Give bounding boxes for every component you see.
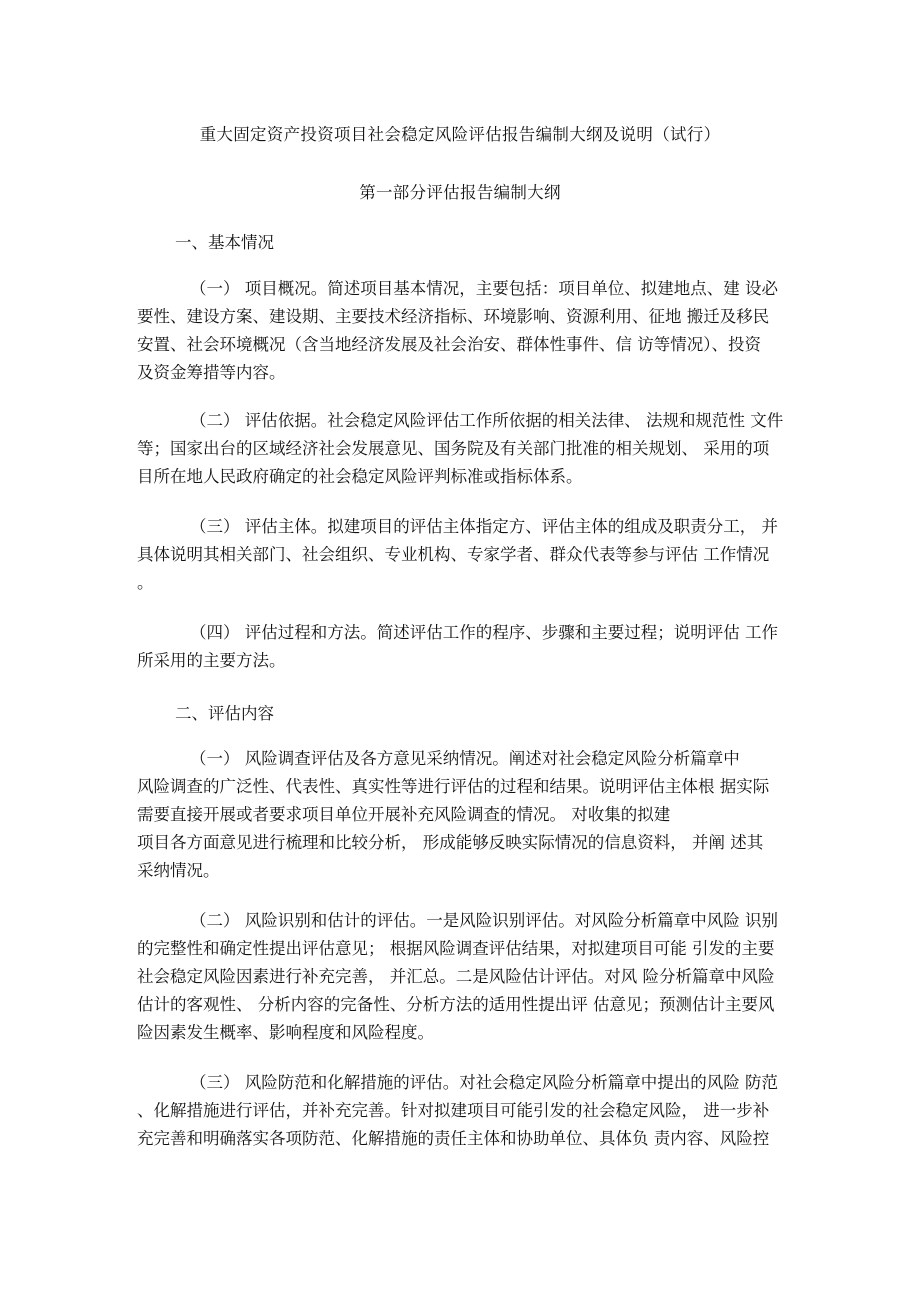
paragraph-line: 、化解措施进行评估，并补充完善。针对拟建项目可能引发的社会稳定风险， 进一步补 bbox=[137, 1101, 770, 1120]
paragraph-line: 具体说明其相关部门、社会组织、专业机构、专家学者、群众代表等参与评估 工作情况 bbox=[137, 545, 770, 564]
paragraph-line: 目所在地人民政府确定的社会稳定风险评判标准或指标体系。 bbox=[137, 467, 583, 486]
paragraph-line: （一） 项目概况。简述项目基本情况，主要包括：项目单位、拟建地点、建 设必 bbox=[190, 279, 778, 298]
paragraph-line: （一） 风险调查评估及各方意见采纳情况。阐述对社会稳定风险分析篇章中 bbox=[190, 749, 740, 768]
document-title: 重大固定资产投资项目社会稳定风险评估报告编制大纲及说明（试行） bbox=[199, 125, 721, 144]
section-heading-basic-info: 一、基本情况 bbox=[175, 233, 274, 252]
paragraph-line: 安置、社会环境概况（含当地经济发展及社会治安、群体性事件、信 访等情况）、投资 bbox=[137, 335, 761, 354]
paragraph-line: 社会稳定风险因素进行补充完善， 并汇总。二是风险估计评估。对风 险分析篇章中风险 bbox=[137, 967, 775, 986]
paragraph-line: （二） 评估依据。社会稳定风险评估工作所依据的相关法律、 法规和规范性 文件 bbox=[190, 411, 784, 430]
paragraph-line: 充完善和明确落实各项防范、化解措施的责任主体和协助单位、具体负 责内容、风险控 bbox=[137, 1129, 770, 1148]
paragraph-line: 要性、建设方案、建设期、主要技术经济指标、环境影响、资源利用、征地 搬迁及移民 bbox=[137, 307, 770, 326]
paragraph-line: 。 bbox=[137, 573, 154, 592]
paragraph-line: （四） 评估过程和方法。简述评估工作的程序、步骤和主要过程；说明评估 工作 bbox=[190, 623, 778, 642]
paragraph-line: 需要直接开展或者要求项目单位开展补充风险调查的情况。 对收集的拟建 bbox=[137, 805, 671, 824]
paragraph-line: 采纳情况。 bbox=[137, 861, 220, 880]
paragraph-line: 项目各方面意见进行梳理和比较分析， 形成能够反映实际情况的信息资料， 并阐 述其 bbox=[137, 833, 764, 852]
paragraph-line: （三） 评估主体。拟建项目的评估主体指定方、评估主体的组成及职责分工， 并 bbox=[190, 517, 778, 536]
section-heading-assessment-content: 二、评估内容 bbox=[175, 704, 274, 723]
paragraph-line: 风险调查的广泛性、代表性、真实性等进行评估的过程和结果。说明评估主体根 据实际 bbox=[137, 777, 770, 796]
paragraph-line: 所采用的主要方法。 bbox=[137, 651, 286, 670]
paragraph-line: 估计的客观性、 分析内容的完备性、分析方法的适用性提出评 估意见；预测估计主要风 bbox=[137, 995, 775, 1014]
paragraph-line: 的完整性和确定性提出评估意见； 根据风险调查评估结果，对拟建项目可能 引发的主要 bbox=[137, 939, 775, 958]
paragraph-line: 等；国家出台的区域经济社会发展意见、国务院及有关部门批准的相关规划、 采用的项 bbox=[137, 439, 770, 458]
paragraph-line: （二） 风险识别和估计的评估。一是风险识别评估。对风险分析篇章中风险 识别 bbox=[190, 911, 778, 930]
paragraph-line: 险因素发生概率、影响程度和风险程度。 bbox=[137, 1023, 434, 1042]
paragraph-line: （三） 风险防范和化解措施的评估。对社会稳定风险分析篇章中提出的风险 防范 bbox=[190, 1073, 778, 1092]
part-title: 第一部分评估报告编制大纲 bbox=[359, 183, 561, 202]
paragraph-line: 及资金筹措等内容。 bbox=[137, 363, 286, 382]
